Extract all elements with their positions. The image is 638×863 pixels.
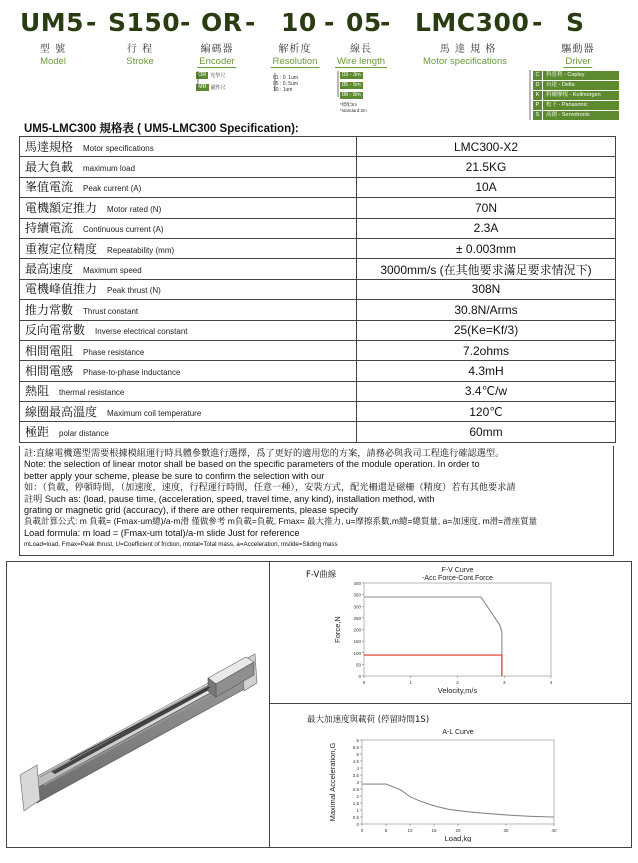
resolution-option: 05 : 0. 5um	[273, 80, 299, 87]
plot-frame	[362, 740, 554, 824]
formula-legend: mLoad=load, Fmax=Peak thrust, U=Coefficient of friction, mtotal=Total mass, a=Acceleration, mslide=Sliding mass	[24, 541, 338, 549]
fv-chart-label: F-V曲線	[306, 570, 337, 580]
y-tick-label: 0.5	[352, 815, 359, 820]
spec-value: 4.3mH	[357, 361, 616, 381]
spec-label-en: Thrust constant	[83, 306, 139, 316]
y-tick-label: 1	[356, 808, 359, 813]
spec-row	[20, 402, 616, 422]
spec-label-en: Maximum coil temperature	[107, 408, 202, 418]
spec-row	[20, 381, 616, 401]
label-driver-zh: 驅動器	[561, 44, 595, 55]
spec-value: 25(Ke=Kf/3)	[357, 320, 616, 340]
note-line: grating or magnetic grid (accuracy), if there are other requirements, please specify	[24, 505, 358, 516]
x-tick-label: 1	[409, 680, 413, 685]
spec-label-en: Maximum speed	[83, 266, 142, 276]
code-dash: -	[86, 8, 97, 37]
spec-row	[20, 300, 616, 320]
chart-title: F-V Curve	[441, 567, 474, 574]
spec-label-zh: 推力常數	[25, 302, 74, 317]
spec-label-en: Inverse electrical constant	[95, 327, 188, 337]
fv-chart	[300, 563, 562, 699]
y-tick-label: 200	[353, 627, 361, 633]
y-tick-label: 3	[356, 780, 359, 785]
code-dash: -	[180, 8, 191, 37]
y-tick-label: 6	[356, 738, 359, 743]
wire-option: 03 - 3m	[342, 72, 361, 78]
spec-label-zh: 峯值電流	[25, 180, 74, 195]
spec-label-zh: 極距	[25, 425, 50, 440]
y-tick-label: 5	[356, 752, 359, 757]
spec-row	[20, 259, 616, 279]
spec-label-en: Peak thrust (N)	[107, 286, 161, 296]
spec-label-zh: 持續電流	[25, 221, 74, 236]
spec-table	[19, 136, 616, 443]
y-axis-label: Force,N	[333, 616, 342, 643]
series-line-2	[364, 655, 502, 676]
note-line: 註:直線電機選型需要根據模組運行時具體參數進行選擇，爲了更好的適用您的方案，請務必與我司工程進行確認選型。	[24, 448, 505, 458]
wire-note: *標配3m	[340, 102, 358, 107]
y-axis-label: Maximal Acceleration,G	[328, 742, 337, 822]
driver-option: S 高創 - Servotronix	[533, 111, 619, 120]
series-line-1	[364, 597, 502, 676]
spec-row	[20, 340, 616, 360]
spec-label-en: maximum load	[83, 164, 136, 174]
spec-label-zh: 電機峰值推力	[25, 282, 98, 297]
y-tick-label: 150	[353, 639, 361, 645]
spec-label-zh: 反向電常數	[25, 323, 86, 338]
note-box	[19, 446, 614, 556]
y-tick-label: 0	[358, 674, 361, 679]
spec-value: 308N	[357, 279, 616, 299]
spec-label-zh: 重複定位精度	[25, 241, 98, 256]
formula-zh: 負載計算公式: m 負載= (Fmax-um總)/a-m滑 僅做參考 m負載=負載, Fmax= 最大推力, u=摩擦系數,m總=總質量, a=加速度, m滑=滑座質量	[24, 516, 538, 527]
y-tick-label: 50	[355, 662, 361, 668]
y-tick-label: 100	[353, 650, 361, 656]
spec-row	[20, 320, 616, 340]
x-tick-label: 2	[456, 680, 459, 685]
y-tick-label: 5.5	[352, 745, 359, 750]
code-stroke: S150	[108, 8, 181, 37]
code-model: UM5	[20, 8, 85, 37]
x-tick-label: 0	[360, 828, 364, 833]
y-tick-label: 2	[356, 794, 359, 799]
wire-option: 08 - 8m	[342, 92, 361, 98]
series-line-1	[362, 784, 554, 817]
spec-value: 120℃	[357, 402, 616, 422]
spec-value: 30.8N/Arms	[357, 300, 616, 320]
spec-row	[20, 238, 616, 258]
spec-row	[20, 177, 616, 197]
y-tick-label: 300	[353, 604, 361, 610]
spec-label-en: thermal resistance	[59, 388, 125, 398]
al-chart	[318, 724, 564, 842]
label-driver-en: Driver	[565, 56, 591, 67]
y-tick-label: 400	[353, 581, 361, 586]
spec-label-zh: 相間電阻	[25, 343, 74, 358]
x-tick-label: 3	[502, 680, 506, 685]
code-dash: -	[532, 8, 543, 37]
y-tick-label: 350	[353, 592, 361, 598]
code-driver: S	[566, 8, 585, 37]
x-tick-label: 15	[431, 828, 437, 833]
x-tick-label: 0	[362, 680, 366, 685]
label-wire-zh: 線長	[350, 44, 372, 55]
spec-row	[20, 361, 616, 381]
note-line: 註明 Such as: (load, pause time, (acceleration, speed, travel time, any kind), installation method, with	[24, 493, 435, 504]
driver-option: D 台達 - Delta	[533, 81, 619, 90]
code-motor: LMC300	[415, 8, 530, 37]
code-encoder: OR	[201, 8, 243, 37]
code-dash: -	[380, 8, 391, 37]
panel-divider	[269, 703, 632, 704]
spec-label-en: Motor rated (N)	[107, 204, 162, 214]
formula-en: Load formula: m load = (Fmax-um total)/a-m slide Just for reference	[24, 527, 300, 538]
resolution-option: 10 : 1um	[273, 86, 293, 93]
code-resolution: 10	[281, 8, 317, 37]
al-chart-label: 最大加速度與載荷 (停留時間1S)	[307, 715, 430, 725]
x-tick-label: 40	[551, 828, 557, 833]
wire-option: 05 - 5m	[342, 82, 361, 88]
panel-divider	[269, 561, 270, 848]
code-dash: -	[245, 8, 256, 37]
spec-title: UM5-LMC300 規格表 ( UM5-LMC300 Specification):	[24, 123, 299, 135]
spec-value: 10A	[357, 177, 616, 197]
spec-label-zh: 線圈最高溫度	[25, 404, 98, 419]
x-axis-label: Load,kg	[444, 834, 472, 842]
spec-row	[20, 157, 616, 177]
spec-label-en: Peak current (A)	[83, 184, 142, 194]
spec-value: 7.2ohms	[357, 340, 616, 360]
label-wire-en: Wire length	[336, 56, 386, 67]
label-stroke-en: Stroke	[126, 56, 154, 67]
y-tick-label: 250	[353, 615, 361, 621]
chart-title: A-L Curve	[442, 729, 474, 736]
spec-row	[20, 137, 616, 157]
spec-value: 70N	[357, 198, 616, 218]
header-connectors	[0, 0, 638, 120]
label-model-en: Model	[40, 56, 66, 67]
spec-value: LMC300-X2	[357, 137, 616, 157]
y-tick-label: 1.5	[352, 801, 359, 806]
x-axis-label: Velocity,m/s	[437, 686, 478, 695]
x-tick-label: 10	[407, 828, 413, 833]
spec-label-zh: 最高速度	[25, 262, 74, 277]
x-tick-label: 4	[549, 680, 553, 685]
spec-label-en: Continuous current (A)	[83, 225, 164, 235]
spec-value: 60mm	[357, 422, 616, 442]
encoder-option: MR 磁性尺	[198, 84, 226, 91]
spec-label-zh: 電機額定推力	[25, 200, 98, 215]
code-wire: 05	[346, 8, 382, 37]
label-encoder-en: Encoder	[199, 56, 235, 67]
spec-label-en: Motor specifications	[83, 143, 154, 153]
code-dash: -	[324, 8, 335, 37]
spec-value: 3.4℃/w	[357, 381, 616, 401]
label-encoder-zh: 編碼器	[200, 44, 234, 55]
note-line: 如：（負載，停頓時間，（加速度，速度，行程運行時間，任意一種），安裝方式，配光柵還是磁柵（精度）若有其他要求請	[24, 482, 516, 493]
spec-label-en: Phase-to-phase inductance	[83, 367, 181, 377]
spec-row	[20, 279, 616, 299]
spec-label-zh: 馬達規格	[25, 139, 74, 154]
y-tick-label: 0	[356, 822, 359, 827]
label-motor-en: Motor specifications	[423, 56, 507, 67]
x-tick-label: 30	[503, 828, 509, 833]
spec-label-en: Phase resistance	[83, 347, 145, 357]
encoder-option: OR 光學尺	[198, 72, 226, 79]
spec-row	[20, 218, 616, 238]
spec-value: ± 0.003mm	[357, 238, 616, 258]
note-line: Note: the selection of linear motor shall be based on the specific parameters of the module operation. In order to	[24, 459, 480, 470]
spec-label-zh: 熱阻	[25, 384, 50, 399]
spec-value: 2.3A	[357, 218, 616, 238]
spec-value: 3000mm/s (在其他要求滿足要求情況下)	[357, 259, 616, 279]
y-tick-label: 4.5	[352, 759, 359, 764]
y-tick-label: 3.5	[352, 773, 359, 778]
driver-option: C 科普利 - Copley	[533, 71, 619, 80]
y-tick-label: 2.5	[352, 787, 359, 792]
driver-option: P 松下 - Panasonic	[533, 101, 619, 110]
spec-row	[20, 198, 616, 218]
spec-label-zh: 相間電感	[25, 363, 74, 378]
y-tick-label: 4	[356, 766, 359, 771]
label-stroke-zh: 行 程	[126, 44, 154, 55]
resolution-option: 01 : 0. 1um	[273, 74, 299, 81]
spec-label-en: Repeatability (mm)	[107, 245, 175, 255]
label-model-zh: 型 號	[39, 44, 67, 55]
spec-value: 21.5KG	[357, 157, 616, 177]
note-line: better apply your scheme, please be sure to confirm the selection with our	[24, 470, 325, 481]
spec-row	[20, 422, 616, 442]
driver-option: K 科爾摩根 - Kollmorgen	[533, 91, 619, 100]
wire-note: *standard:3m	[340, 108, 367, 113]
spec-label-zh: 最大負載	[25, 160, 74, 175]
chart-subtitle: -Acc Force-Cont.Force	[422, 575, 493, 582]
x-tick-label: 5	[384, 828, 388, 833]
x-tick-label: 20	[455, 828, 461, 833]
label-motor-zh: 馬 達 規 格	[439, 44, 497, 55]
label-resolution-en: Resolution	[272, 56, 318, 67]
label-resolution-zh: 解析度	[278, 44, 312, 55]
spec-label-en: polar distance	[59, 429, 109, 439]
linear-module-illustration	[10, 575, 265, 845]
